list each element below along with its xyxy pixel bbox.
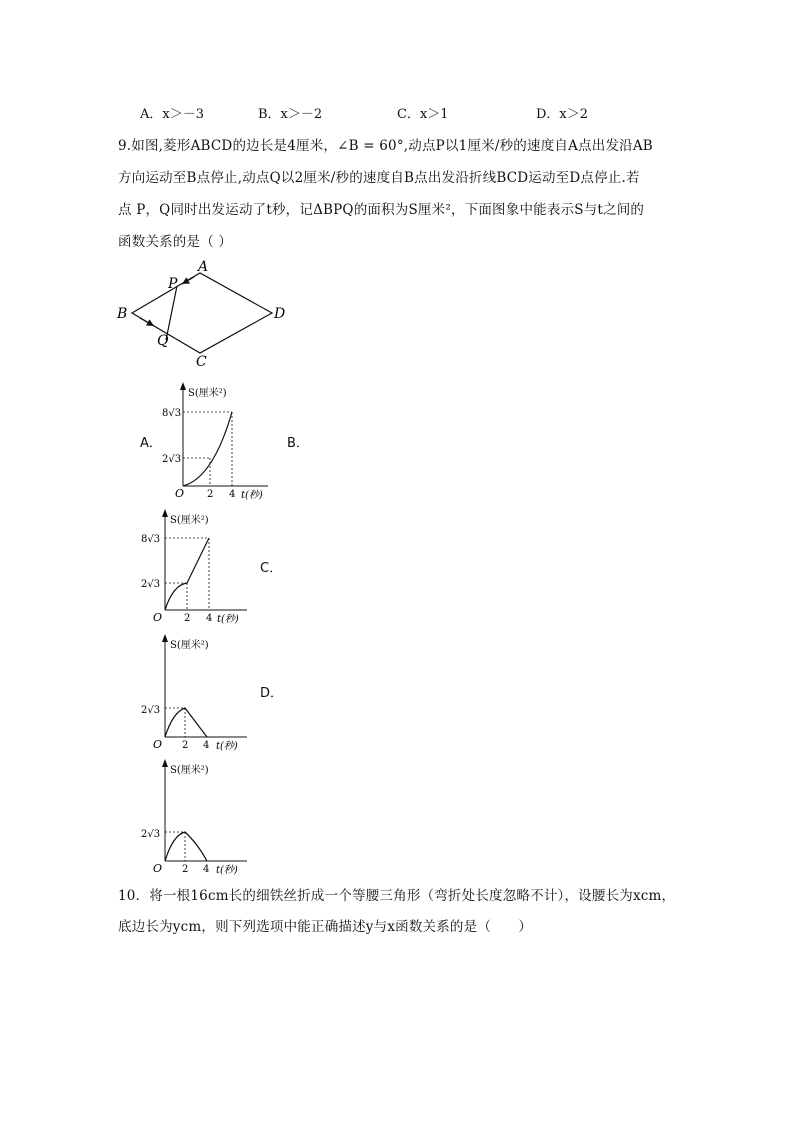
label-c: C bbox=[196, 354, 207, 368]
x-tick-4: 4 bbox=[203, 740, 210, 751]
graph-option-a bbox=[158, 378, 278, 500]
q10-line-1: 10．将一根16cm长的细铁丝折成一个等腰三角形（弯折处长度忽略不计），设腰长为xcm， bbox=[118, 888, 676, 904]
origin-label: O bbox=[153, 611, 163, 624]
x-axis-label: t(秒) bbox=[216, 865, 238, 876]
graph-option-c bbox=[137, 630, 257, 752]
q10-line-2: 底边长为ycm，则下列选项中能正确描述y与x函数关系的是（ ） bbox=[118, 919, 533, 935]
q8-option-a: A．x＞－3 bbox=[140, 107, 204, 122]
rhombus-figure bbox=[112, 258, 292, 368]
q8-option-c: C．x＞1 bbox=[397, 107, 449, 122]
y-axis-label: S(厘米²) bbox=[170, 765, 209, 776]
y-tick-high: 8√3 bbox=[162, 408, 182, 419]
rhombus-outline bbox=[132, 273, 272, 353]
origin-label: O bbox=[153, 862, 163, 875]
segment-pq bbox=[166, 286, 177, 340]
x-tick-2: 2 bbox=[182, 864, 189, 875]
y-axis-label: S(厘米²) bbox=[188, 388, 227, 399]
q9-line-3: 点 P，Q同时出发运动了t秒，记ΔBPQ的面积为S厘米²，下面图象中能表示S与t之间的 bbox=[118, 202, 645, 218]
x-tick-2: 2 bbox=[207, 489, 214, 500]
arrow-q bbox=[140, 318, 154, 326]
arrow-p bbox=[182, 277, 194, 284]
label-q: Q bbox=[157, 333, 169, 349]
label-b: B bbox=[117, 306, 128, 322]
q8-option-d: D．x＞2 bbox=[536, 107, 589, 122]
y-axis-label: S(厘米²) bbox=[170, 640, 209, 651]
graph-option-b bbox=[137, 505, 257, 627]
label-d: D bbox=[274, 306, 286, 322]
x-axis-label: t(秒) bbox=[241, 490, 263, 500]
x-tick-2: 2 bbox=[182, 740, 189, 751]
q9-line-1: 9.如图,菱形ABCD的边长是4厘米，∠B = 60°,动点P以1厘米/秒的速度自A点出发沿AB bbox=[118, 138, 653, 154]
origin-label: O bbox=[153, 738, 163, 751]
q9-line-4: 函数关系的是（ ） bbox=[118, 234, 233, 250]
graph-option-d bbox=[137, 755, 257, 877]
option-label-b: B． bbox=[287, 436, 309, 451]
label-a: A bbox=[198, 259, 209, 275]
x-axis-label: t(秒) bbox=[217, 614, 239, 625]
option-label-a: A． bbox=[140, 436, 162, 451]
y-tick-low: 2√3 bbox=[162, 454, 182, 465]
x-tick-4: 4 bbox=[229, 489, 236, 500]
label-p: P bbox=[168, 276, 178, 292]
option-label-d: D． bbox=[260, 686, 284, 701]
y-tick-low: 2√3 bbox=[141, 829, 161, 840]
y-axis-label: S(厘米²) bbox=[170, 515, 209, 526]
x-tick-4: 4 bbox=[203, 864, 210, 875]
y-tick-low: 2√3 bbox=[141, 579, 161, 590]
x-tick-2: 2 bbox=[184, 613, 191, 624]
y-tick-high: 8√3 bbox=[141, 534, 161, 545]
q9-line-2: 方向运动至B点停止,动点Q以2厘米/秒的速度自B点出发沿折线BCD运动至D点停止.若 bbox=[118, 170, 640, 186]
origin-label: O bbox=[175, 487, 185, 500]
q8-option-b: B．x＞－2 bbox=[258, 107, 323, 122]
x-tick-4: 4 bbox=[206, 613, 213, 624]
y-tick-low: 2√3 bbox=[141, 705, 161, 716]
x-axis-label: t(秒) bbox=[216, 741, 238, 752]
option-label-c: C． bbox=[260, 561, 283, 576]
